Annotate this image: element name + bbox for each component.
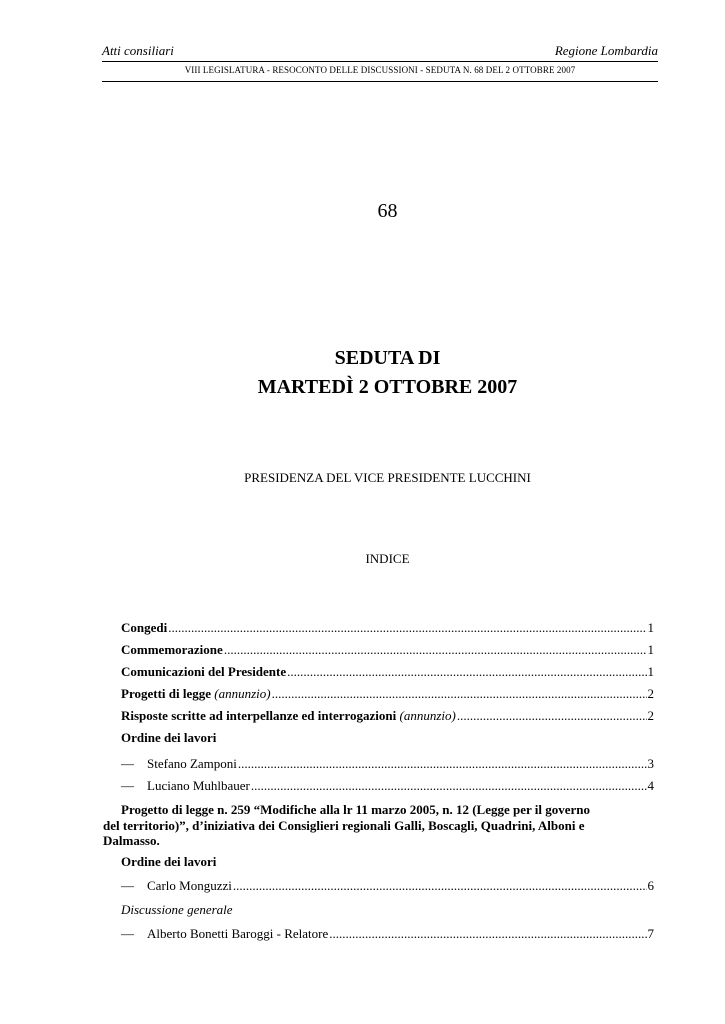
toc-label: Commemorazione	[121, 642, 223, 657]
running-header	[102, 43, 658, 61]
toc-entry-bonetti	[103, 924, 654, 942]
header-rule-top	[102, 61, 658, 62]
toc-label: Comunicazioni del Presidente	[121, 664, 287, 679]
header-subtitle: VIII LEGISLATURA - RESOCONTO DELLE DISCUSSIONI - SEDUTA N. 68 DEL 2 OTTOBRE 2007	[184, 65, 576, 75]
toc-page: 1	[647, 642, 654, 657]
toc-heading-discussione: Discussione generale	[121, 902, 233, 917]
header-right: Regione Lombardia	[554, 43, 658, 58]
toc-leader	[329, 926, 646, 942]
toc-label: Stefano Zamponi	[147, 756, 237, 771]
toc-entry-muhlbauer	[103, 776, 654, 794]
toc-leader	[251, 778, 647, 794]
toc-label-wrap	[103, 756, 237, 772]
toc-label-wrap	[103, 708, 456, 724]
toc-label-wrap	[103, 926, 328, 942]
session-title-line2: MARTEDÌ 2 OTTOBRE 2007	[257, 376, 518, 398]
presidency-line: PRESIDENZA DEL VICE PRESIDENTE LUCCHINI	[244, 470, 531, 485]
toc-note: (annunzio)	[214, 686, 271, 701]
toc-page: 3	[647, 756, 654, 771]
index-heading: INDICE	[365, 551, 410, 566]
dash-mark: —	[121, 778, 134, 793]
toc-label-wrap	[103, 878, 232, 894]
toc-leader	[457, 708, 647, 724]
toc-leader	[287, 664, 646, 680]
toc-page: 2	[647, 708, 654, 723]
toc-page: 4	[647, 778, 654, 793]
dash-mark: —	[121, 926, 134, 941]
toc-leader	[238, 756, 647, 772]
toc-label-wrap	[103, 778, 250, 794]
toc-entry-commemorazione	[103, 640, 654, 658]
toc-leader	[272, 686, 647, 702]
toc-leader	[168, 620, 646, 636]
dash-mark: —	[121, 756, 134, 771]
toc-label-wrap	[103, 686, 271, 702]
bill-line-3: Dalmasso.	[103, 833, 160, 848]
header-rule-bottom	[102, 81, 658, 82]
toc-label: Luciano Muhlbauer	[147, 778, 250, 793]
toc-heading-ordine-lavori: Ordine dei lavori	[121, 730, 217, 745]
toc-entry-risposte	[103, 706, 654, 724]
toc-entry-zamponi	[103, 754, 654, 772]
toc-page: 7	[647, 926, 654, 941]
toc-heading-ordine-lavori-2: Ordine dei lavori	[121, 854, 217, 869]
toc-bill-259	[103, 802, 654, 849]
toc-leader	[224, 642, 647, 658]
toc-entry-progetti	[103, 684, 654, 702]
bill-line-1: Progetto di legge n. 259 “Modifiche alla lr 11 marzo 2005, n. 12 (Legge per il governo	[121, 802, 591, 817]
toc-page: 1	[647, 664, 654, 679]
session-number: 68	[377, 200, 398, 222]
toc-page: 6	[647, 878, 654, 893]
toc-label: Progetti di legge	[121, 686, 212, 701]
toc-label: Congedi	[121, 620, 168, 635]
bill-line-2: del territorio)”, d’iniziativa dei Consiglieri regionali Galli, Boscagli, Quadrini, Alboni e	[103, 817, 585, 833]
toc-label: Carlo Monguzzi	[147, 878, 232, 893]
toc-entry-comunicazioni	[103, 662, 654, 680]
toc-leader	[233, 878, 647, 894]
toc-label: Alberto Bonetti Baroggi - Relatore	[147, 926, 329, 941]
toc-entry-congedi	[103, 618, 654, 636]
toc-page: 2	[647, 686, 654, 701]
toc-label: Risposte scritte ad interpellanze ed interrogazioni	[121, 708, 397, 723]
header-left: Atti consiliari	[102, 43, 174, 58]
toc-note: (annunzio)	[399, 708, 456, 723]
toc-entry-monguzzi	[103, 876, 654, 894]
toc-page: 1	[647, 620, 654, 635]
session-title-line1: SEDUTA DI	[334, 347, 441, 369]
dash-mark: —	[121, 878, 134, 893]
